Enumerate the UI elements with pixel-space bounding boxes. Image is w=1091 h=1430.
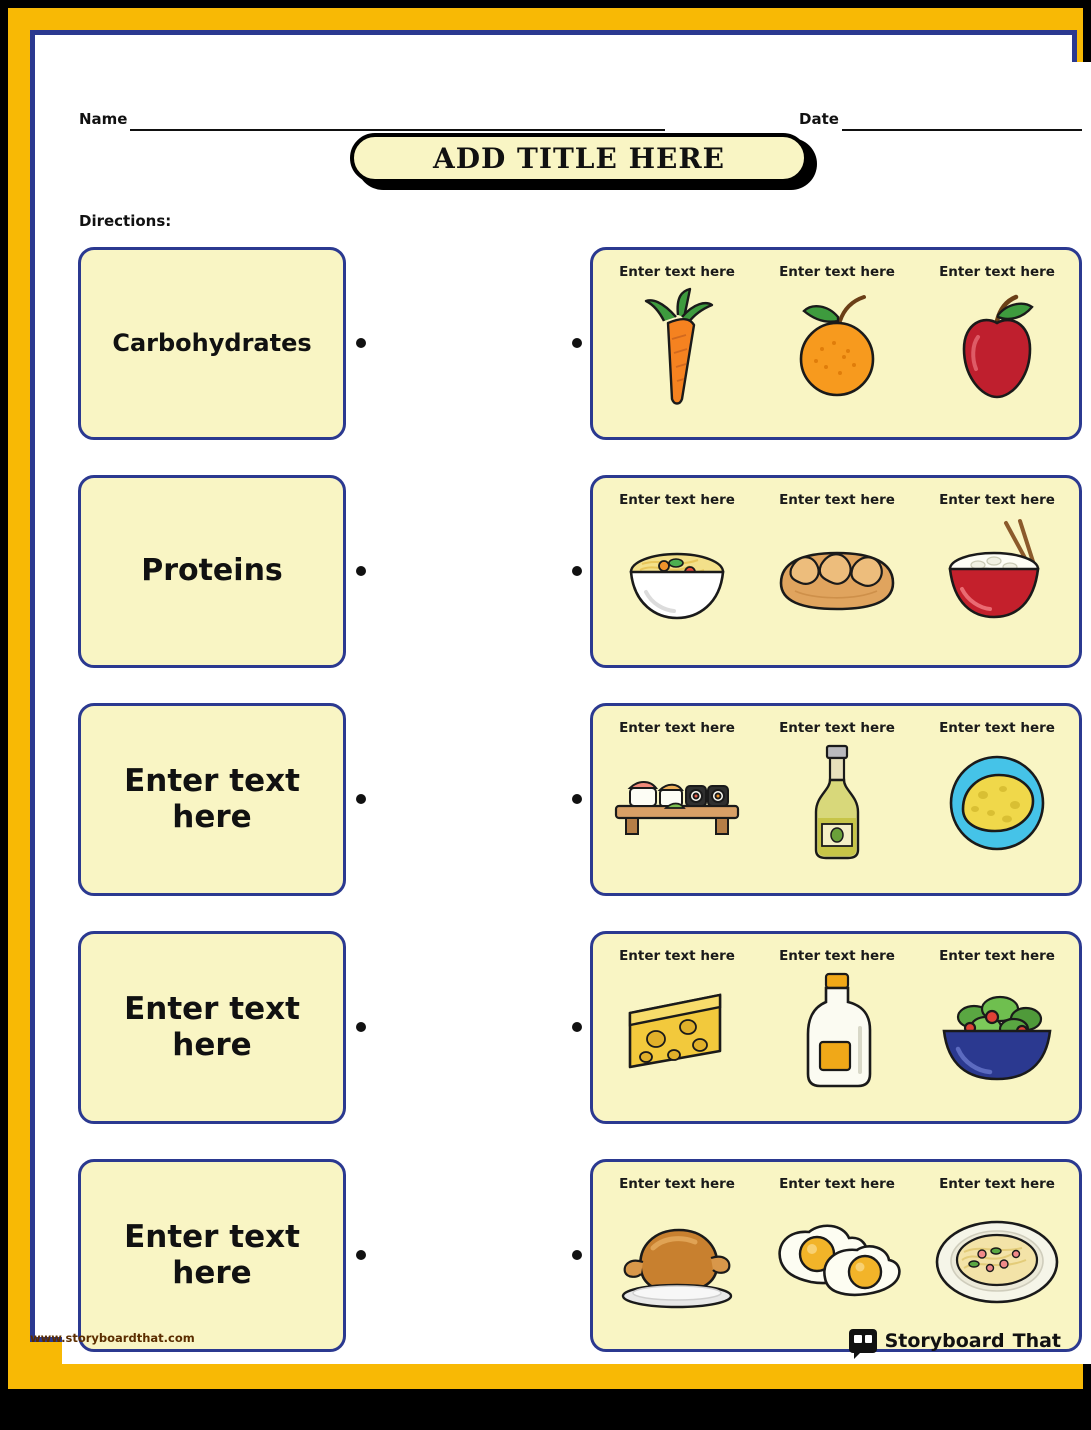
picture-cell[interactable] xyxy=(757,712,917,892)
match-dot-right[interactable] xyxy=(572,1022,582,1032)
match-dot-right[interactable] xyxy=(572,566,582,576)
cheese-wedge-icon xyxy=(597,968,757,1093)
match-row xyxy=(62,931,1091,1124)
picture-caption: Enter text here xyxy=(779,720,895,736)
match-row xyxy=(62,247,1091,440)
term-label: Enter text here xyxy=(124,990,300,1063)
pasta-bowl-icon xyxy=(597,512,757,637)
picture-caption: Enter text here xyxy=(939,492,1055,508)
match-dot-right[interactable] xyxy=(572,794,582,804)
title-box[interactable] xyxy=(350,133,808,183)
pasta-plate-icon xyxy=(917,1196,1077,1321)
match-row xyxy=(62,1159,1091,1352)
picture-box xyxy=(590,247,1082,440)
picture-box xyxy=(590,475,1082,668)
picture-cell[interactable] xyxy=(757,940,917,1120)
term-box[interactable] xyxy=(78,703,346,896)
picture-caption: Enter text here xyxy=(939,1176,1055,1192)
picture-cell[interactable] xyxy=(597,940,757,1120)
match-row xyxy=(62,703,1091,896)
directions-label: Directions: xyxy=(79,212,172,230)
picture-cell[interactable] xyxy=(917,1168,1077,1348)
picture-cell[interactable] xyxy=(757,256,917,436)
term-box[interactable] xyxy=(78,1159,346,1352)
bread-braid-icon xyxy=(757,512,917,637)
orange-icon xyxy=(757,284,917,409)
storyboard-logo-icon xyxy=(849,1329,877,1353)
picture-cell[interactable] xyxy=(597,1168,757,1348)
inner-blue-border xyxy=(30,30,1077,1342)
term-label: Enter text here xyxy=(124,1218,300,1291)
sushi-board-icon xyxy=(597,740,757,865)
term-label: Carbohydrates xyxy=(112,328,312,357)
term-box[interactable] xyxy=(78,247,346,440)
picture-cell[interactable] xyxy=(917,484,1077,664)
page-title: ADD TITLE HERE xyxy=(433,141,725,175)
match-row xyxy=(62,475,1091,668)
match-dot-right[interactable] xyxy=(572,338,582,348)
match-dot-left[interactable] xyxy=(356,1250,366,1260)
term-label: Enter text here xyxy=(124,762,300,835)
picture-caption: Enter text here xyxy=(619,264,735,280)
roast-chicken-icon xyxy=(597,1196,757,1321)
picture-cell[interactable] xyxy=(757,1168,917,1348)
picture-caption: Enter text here xyxy=(619,1176,735,1192)
picture-box xyxy=(590,931,1082,1124)
name-input-line[interactable] xyxy=(130,129,665,131)
picture-caption: Enter text here xyxy=(939,720,1055,736)
milk-jug-icon xyxy=(757,968,917,1093)
picture-caption: Enter text here xyxy=(939,948,1055,964)
worksheet-sheet xyxy=(62,62,1091,1364)
match-dot-left[interactable] xyxy=(356,566,366,576)
picture-cell[interactable] xyxy=(597,256,757,436)
picture-caption: Enter text here xyxy=(939,264,1055,280)
fried-eggs-icon xyxy=(757,1196,917,1321)
salad-bowl-icon xyxy=(917,968,1077,1093)
rice-bowl-icon xyxy=(917,512,1077,637)
picture-caption: Enter text here xyxy=(779,264,895,280)
picture-caption: Enter text here xyxy=(779,948,895,964)
picture-cell[interactable] xyxy=(917,940,1077,1120)
term-box[interactable] xyxy=(78,931,346,1124)
term-label: Proteins xyxy=(141,553,283,589)
date-input-line[interactable] xyxy=(842,129,1082,131)
footer-brand[interactable] xyxy=(849,1329,1061,1353)
picture-caption: Enter text here xyxy=(619,492,735,508)
picture-cell[interactable] xyxy=(757,484,917,664)
apple-icon xyxy=(917,284,1077,409)
picture-caption: Enter text here xyxy=(779,492,895,508)
carrot-icon xyxy=(597,284,757,409)
name-label: Name xyxy=(79,110,128,128)
date-label: Date xyxy=(799,110,839,128)
picture-box xyxy=(590,1159,1082,1352)
picture-cell[interactable] xyxy=(917,712,1077,892)
match-dot-left[interactable] xyxy=(356,338,366,348)
outer-yellow-border xyxy=(8,8,1083,1389)
sponge-cake-icon xyxy=(917,740,1077,865)
term-box[interactable] xyxy=(78,475,346,668)
picture-cell[interactable] xyxy=(917,256,1077,436)
bottom-strip xyxy=(0,1394,1091,1430)
picture-box xyxy=(590,703,1082,896)
match-dot-left[interactable] xyxy=(356,794,366,804)
footer-website[interactable]: www.storyboardthat.com xyxy=(30,1331,195,1345)
picture-caption: Enter text here xyxy=(619,720,735,736)
match-dot-left[interactable] xyxy=(356,1022,366,1032)
picture-caption: Enter text here xyxy=(619,948,735,964)
olive-oil-bottle-icon xyxy=(757,740,917,865)
brand-name-second: That xyxy=(1012,1330,1061,1352)
picture-cell[interactable] xyxy=(597,484,757,664)
match-dot-right[interactable] xyxy=(572,1250,582,1260)
picture-caption: Enter text here xyxy=(779,1176,895,1192)
brand-name-first: Storyboard xyxy=(884,1330,1005,1352)
picture-cell[interactable] xyxy=(597,712,757,892)
